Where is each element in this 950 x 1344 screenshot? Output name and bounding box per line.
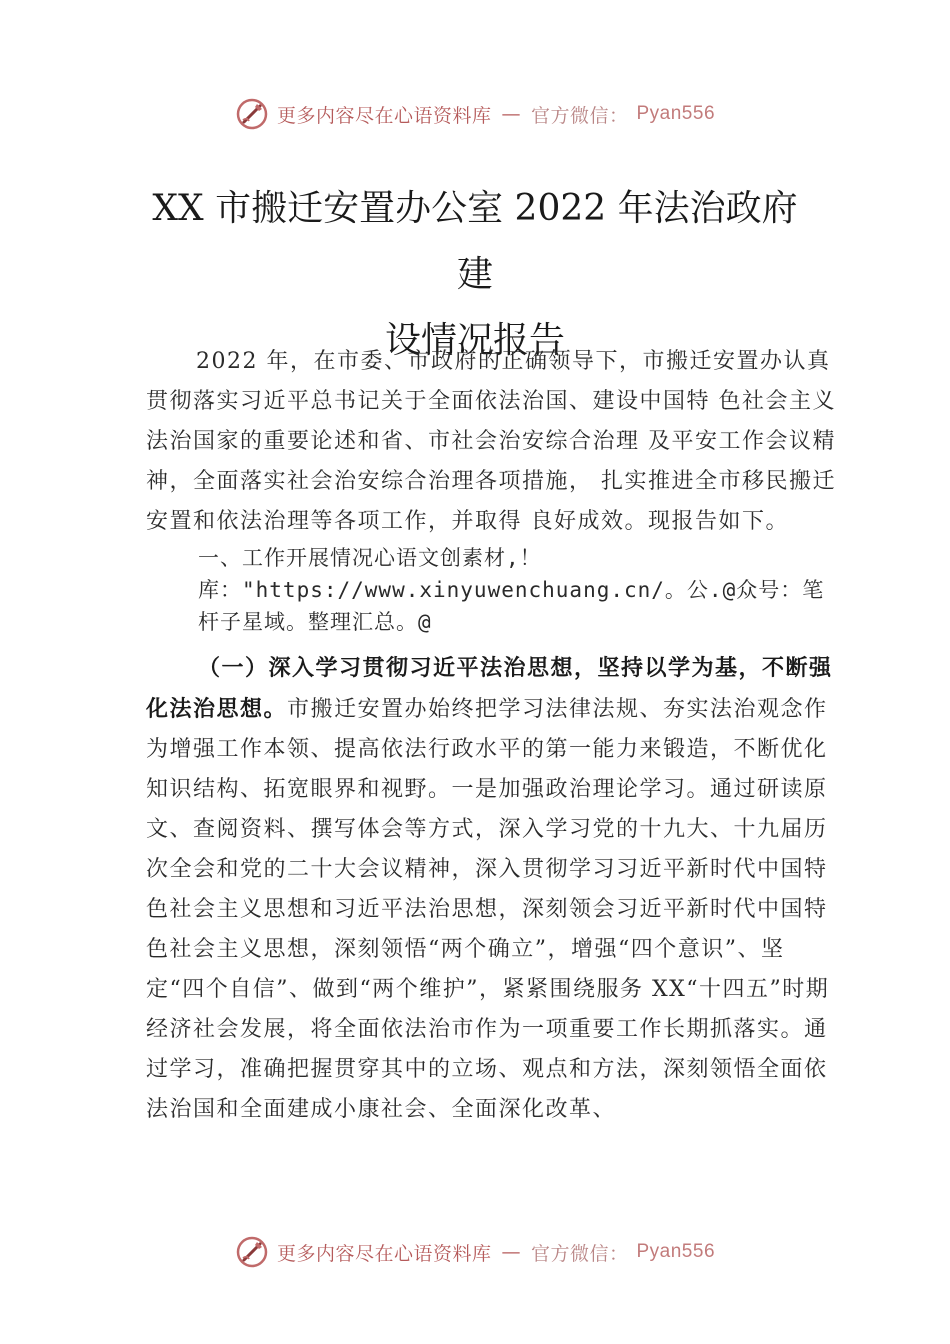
- subsection-1-lead: （一）深入学习贯彻习近平法治思想，坚持以学为基，不断强化法治思想。: [146, 655, 833, 722]
- header-banner[interactable]: [0, 94, 950, 134]
- footer-dash: —: [501, 1241, 521, 1263]
- subsection-1-paragraph: [146, 648, 836, 1130]
- header-dash: —: [501, 103, 521, 125]
- header-brand: 更多内容尽在心语资料库: [276, 104, 492, 127]
- intro-paragraph: 2022 年，在市委、市政府的正确领导下，市搬迁安置办认真贯彻落实习近平总书记关于全面依法治国、建设中国特 色社会主义法治国家的重要论述和省、市社会治安综合治理 及平安工作会议精神，全面落实社会治安综合治理各项措施， 扎实推进全市移民搬迁安置和依法治理等各项工作，并取得 良好成效。现报告如下。: [146, 349, 836, 534]
- document-body: [146, 342, 836, 1130]
- section-1-heading: 一、工作开展情况心语文创素材,！库："https://www.xinyuwenchuang.cn/。公.@众号：笔杆子星域。整理汇总。@: [198, 546, 825, 634]
- footer-wechat-handle: Pyan556: [636, 1241, 716, 1262]
- subsection-1-body: 市搬迁安置办始终把学习法律法规、夯实法治观念作为增强工作本领、提高依法行政水平的第一能力来锻造，不断优化知识结构、拓宽眼界和视野。一是加强政治理论学习。通过研读原文、查阅资料、撰写体会等方式，深入学习党的十九大、十九届历次全会和党的二十大会议精神，深入贯彻学习习近平新时代中国特色社会主义思想和习近平法治思想，深刻领会习近平新时代中国特色社会主义思想，深刻领悟“两个确立”，增强“四个意识”、坚定“四个自信”、做到“两个维护”，紧紧围绕服务 XX“十四五”时期经济社会发展，将全面依法治市作为一项重要工作长期抓落实。通过学习，准确把握贯穿其中的立场、观点和方法，深刻领悟全面依法治国和全面建成小康社会、全面深化改革、: [146, 697, 830, 1122]
- header-wechat-handle: Pyan556: [636, 103, 716, 124]
- quill-seal-icon: [235, 1235, 269, 1269]
- quill-seal-icon: [235, 97, 269, 131]
- title-line-2: 设情况报告: [384, 320, 565, 361]
- footer-brand: 更多内容尽在心语资料库: [276, 1242, 492, 1265]
- footer-wechat-label: 官方微信：: [530, 1242, 629, 1265]
- header-wechat-label: 官方微信：: [530, 104, 629, 127]
- footer-banner[interactable]: [0, 1232, 950, 1272]
- title-line-1: XX 市搬迁安置办公室 2022 年法治政府建: [152, 188, 798, 295]
